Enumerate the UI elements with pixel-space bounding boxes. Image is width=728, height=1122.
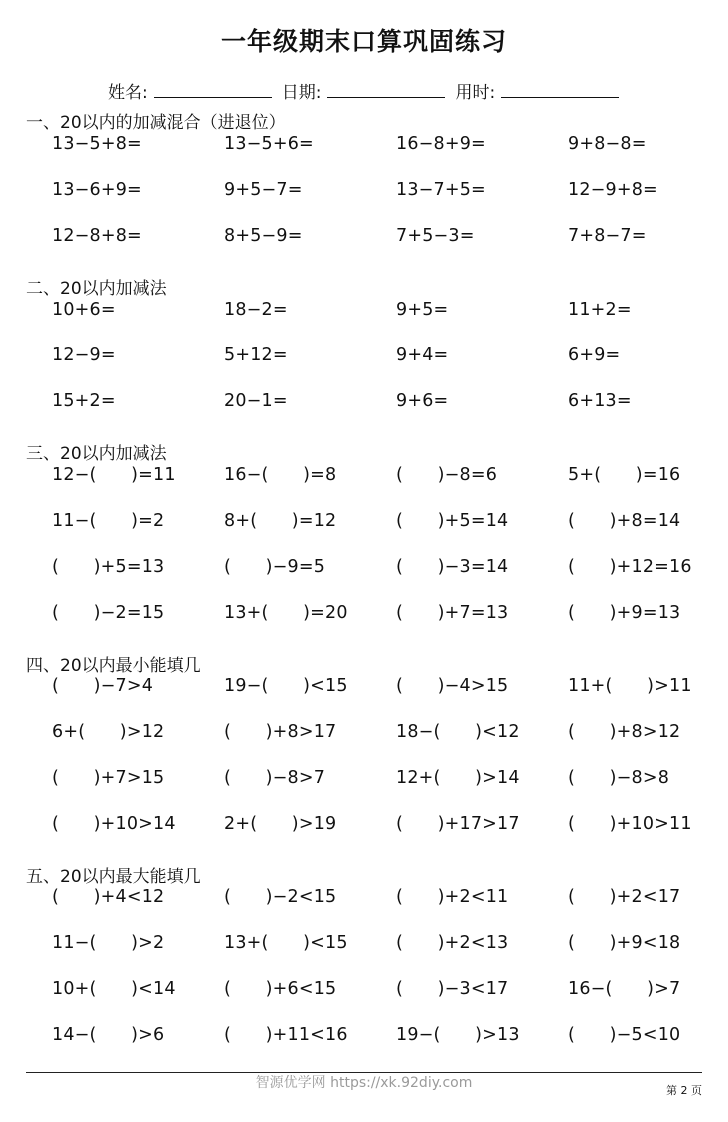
- problem-row: [0, 391, 728, 417]
- section-title: 一、20以内的加减混合（进退位）: [26, 113, 286, 133]
- problem: ( )+8=14: [568, 511, 681, 531]
- problem: ( )+9<18: [568, 933, 681, 953]
- problem-row: [0, 300, 728, 326]
- problem: 12+( )>14: [396, 768, 520, 788]
- problem: 12−9=: [52, 345, 116, 365]
- problem: 7+5−3=: [396, 226, 475, 246]
- name-blank[interactable]: [154, 83, 272, 98]
- problem: 14−( )>6: [52, 1025, 165, 1045]
- time-blank[interactable]: [501, 83, 619, 98]
- problem: 12−9+8=: [568, 180, 658, 200]
- problem: 13−7+5=: [396, 180, 486, 200]
- page-number: 第 2 页: [666, 1084, 702, 1097]
- problem: 13+( )<15: [224, 933, 348, 953]
- problem-row: [0, 557, 728, 583]
- date-blank[interactable]: [327, 83, 445, 98]
- problem: 13−5+8=: [52, 134, 142, 154]
- problem: 11−( )>2: [52, 933, 165, 953]
- problem: ( )+5=14: [396, 511, 509, 531]
- section-title: 二、20以内加减法: [26, 279, 167, 299]
- problem: 12−8+8=: [52, 226, 142, 246]
- problem: 6+13=: [568, 391, 632, 411]
- problem: ( )−4>15: [396, 676, 509, 696]
- problem: 9+5=: [396, 300, 449, 320]
- problem: ( )−5<10: [568, 1025, 681, 1045]
- problem: 13+( )=20: [224, 603, 348, 623]
- problem: 7+8−7=: [568, 226, 647, 246]
- problem: ( )+11<16: [224, 1025, 348, 1045]
- problem-row: [0, 603, 728, 629]
- problem: 5+12=: [224, 345, 288, 365]
- problem: 2+( )>19: [224, 814, 337, 834]
- problem: 8+5−9=: [224, 226, 303, 246]
- problem-row: [0, 180, 728, 206]
- problem: 15+2=: [52, 391, 116, 411]
- problem: ( )−7>4: [52, 676, 154, 696]
- problem: ( )+10>11: [568, 814, 692, 834]
- problem: ( )+7>15: [52, 768, 165, 788]
- problem-row: [0, 134, 728, 160]
- problem: 9+4=: [396, 345, 449, 365]
- problem: ( )+2<13: [396, 933, 509, 953]
- problem: ( )−3=14: [396, 557, 509, 577]
- problem: ( )−8=6: [396, 465, 498, 485]
- section-title: 四、20以内最小能填几: [26, 656, 201, 676]
- problem: 16−( )=8: [224, 465, 337, 485]
- problem: 11+2=: [568, 300, 632, 320]
- problem-row: [0, 979, 728, 1005]
- problem: 19−( )>13: [396, 1025, 520, 1045]
- problem-row: [0, 345, 728, 371]
- problem: 12−( )=11: [52, 465, 176, 485]
- problem-row: [0, 511, 728, 537]
- problem-row: [0, 722, 728, 748]
- problem-row: [0, 887, 728, 913]
- problem: 18−( )<12: [396, 722, 520, 742]
- student-info-line: [108, 78, 629, 103]
- problem: 16−8+9=: [396, 134, 486, 154]
- problem: 9+6=: [396, 391, 449, 411]
- problem: 10+6=: [52, 300, 116, 320]
- problem-row: [0, 465, 728, 491]
- problem: 18−2=: [224, 300, 288, 320]
- problem-row: [0, 933, 728, 959]
- problem-row: [0, 768, 728, 794]
- problem: ( )+5=13: [52, 557, 165, 577]
- problem: 20−1=: [224, 391, 288, 411]
- problem: 8+( )=12: [224, 511, 337, 531]
- problem: ( )−2<15: [224, 887, 337, 907]
- problem: ( )−2=15: [52, 603, 165, 623]
- problem: ( )+8>12: [568, 722, 681, 742]
- problem: 6+9=: [568, 345, 621, 365]
- problem: 9+5−7=: [224, 180, 303, 200]
- problem: ( )+17>17: [396, 814, 520, 834]
- problem: 11−( )=2: [52, 511, 165, 531]
- problem: ( )+2<11: [396, 887, 509, 907]
- problem: ( )+10>14: [52, 814, 176, 834]
- page-title: 一年级期末口算巩固练习: [220, 27, 507, 56]
- name-label: 姓名:: [108, 83, 148, 103]
- problem: 6+( )>12: [52, 722, 165, 742]
- section-title: 三、20以内加减法: [26, 444, 167, 464]
- problem-row: [0, 226, 728, 252]
- time-label: 用时:: [455, 83, 496, 103]
- problem: 13−5+6=: [224, 134, 314, 154]
- problem-row: [0, 676, 728, 702]
- problem: ( )+12=16: [568, 557, 692, 577]
- section-title: 五、20以内最大能填几: [26, 867, 201, 887]
- problem: ( )+4<12: [52, 887, 165, 907]
- problem: 10+( )<14: [52, 979, 176, 999]
- problem: ( )+2<17: [568, 887, 681, 907]
- problem: 11+( )>11: [568, 676, 692, 696]
- problem: 13−6+9=: [52, 180, 142, 200]
- problem: ( )+6<15: [224, 979, 337, 999]
- problem: ( )+8>17: [224, 722, 337, 742]
- date-label: 日期:: [281, 83, 322, 103]
- problem: ( )+9=13: [568, 603, 681, 623]
- problem: ( )−9=5: [224, 557, 326, 577]
- problem: 16−( )>7: [568, 979, 681, 999]
- problem: ( )−8>7: [224, 768, 326, 788]
- problem: ( )−8>8: [568, 768, 670, 788]
- problem-row: [0, 1025, 728, 1051]
- problem: ( )+7=13: [396, 603, 509, 623]
- problem: 9+8−8=: [568, 134, 647, 154]
- problem: 5+( )=16: [568, 465, 681, 485]
- problem: ( )−3<17: [396, 979, 509, 999]
- footer-watermark: 智源优学网 https://xk.92diy.com: [255, 1075, 473, 1091]
- problem-row: [0, 814, 728, 840]
- problem: 19−( )<15: [224, 676, 348, 696]
